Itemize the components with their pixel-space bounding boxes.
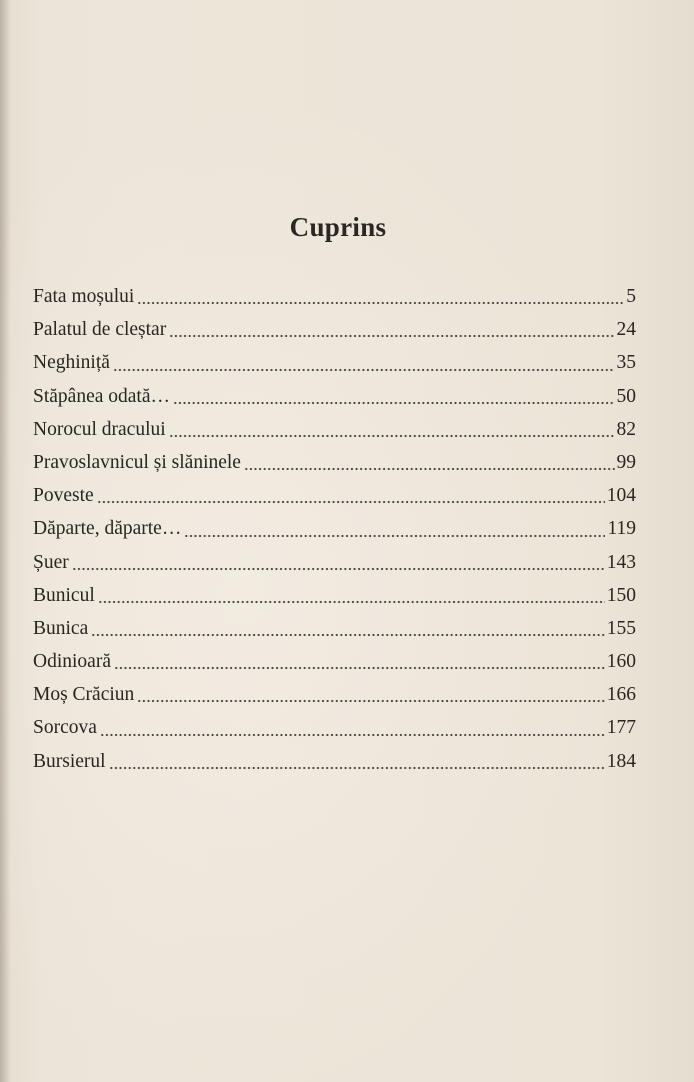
toc-entry xyxy=(33,413,636,446)
toc-entry-page-number: 24 xyxy=(616,319,636,341)
dot-leader xyxy=(114,650,605,670)
toc-entry-title: Poveste xyxy=(33,485,94,507)
toc-entry-title: Odinioară xyxy=(33,651,111,673)
toc-entry-title: Șuer xyxy=(33,551,69,573)
toc-entry xyxy=(33,346,636,379)
toc-entry xyxy=(33,313,636,346)
toc-entry-title: Palatul de cleștar xyxy=(33,319,167,341)
toc-entry-title: Dăparte, dăparte… xyxy=(33,518,182,540)
toc-entry xyxy=(33,446,636,479)
dot-leader xyxy=(184,518,605,538)
toc-entry xyxy=(33,745,636,778)
toc-entry xyxy=(33,711,636,744)
toc-entry xyxy=(33,546,636,579)
dot-leader xyxy=(72,551,605,571)
dot-leader xyxy=(98,584,605,604)
toc-entry-page-number: 5 xyxy=(626,286,636,307)
toc-entry xyxy=(33,678,636,711)
toc-entry xyxy=(33,579,636,612)
toc-entry xyxy=(33,380,636,413)
toc-entry-title: Fata moșului xyxy=(33,286,135,307)
dot-leader xyxy=(109,750,605,770)
toc-entry-title: Bursierul xyxy=(33,750,106,772)
dot-leader xyxy=(244,451,615,471)
dot-leader xyxy=(97,484,605,504)
toc-entry-page-number: 82 xyxy=(616,418,636,440)
toc-entry-title: Bunicul xyxy=(33,584,95,606)
toc-entry-title: Stăpânea odată… xyxy=(33,385,170,407)
toc-entry-page-number: 35 xyxy=(616,352,636,374)
toc-entry-page-number: 184 xyxy=(606,750,636,772)
toc-entry-title: Bunica xyxy=(33,617,89,639)
toc-entry-page-number: 155 xyxy=(606,617,636,639)
toc-entry xyxy=(33,280,636,313)
toc-entry-page-number: 99 xyxy=(616,451,636,473)
dot-leader xyxy=(169,418,615,438)
toc-entry-page-number: 177 xyxy=(606,717,636,739)
toc-entry-title: Neghiniță xyxy=(33,352,110,374)
toc-entry xyxy=(33,479,636,512)
toc-entry-page-number: 143 xyxy=(606,551,636,573)
dot-leader xyxy=(173,385,615,405)
toc-entry xyxy=(33,512,636,545)
dot-leader xyxy=(100,717,605,737)
toc-entry xyxy=(33,645,636,678)
toc-entry-page-number: 150 xyxy=(606,584,636,606)
dot-leader xyxy=(137,285,624,305)
toc-entry-title: Pravoslavnicul și slăninele xyxy=(33,451,241,473)
toc-entry xyxy=(33,612,636,645)
dot-leader xyxy=(113,352,615,372)
page-edge-shadow xyxy=(0,0,10,1082)
toc-entry-page-number: 160 xyxy=(606,651,636,673)
toc-entry-page-number: 104 xyxy=(606,485,636,507)
toc-entry-title: Sorcova xyxy=(33,717,97,739)
table-of-contents xyxy=(33,280,636,778)
toc-entry-page-number: 50 xyxy=(616,385,636,407)
toc-entry-page-number: 166 xyxy=(606,684,636,706)
dot-leader xyxy=(91,617,605,637)
toc-entry-title: Moș Crăciun xyxy=(33,684,135,706)
dot-leader xyxy=(137,683,604,703)
page-title: Cuprins xyxy=(289,212,387,242)
toc-entry-page-number: 119 xyxy=(607,518,636,540)
dot-leader xyxy=(169,318,614,338)
toc-entry-title: Norocul dracului xyxy=(33,418,166,440)
